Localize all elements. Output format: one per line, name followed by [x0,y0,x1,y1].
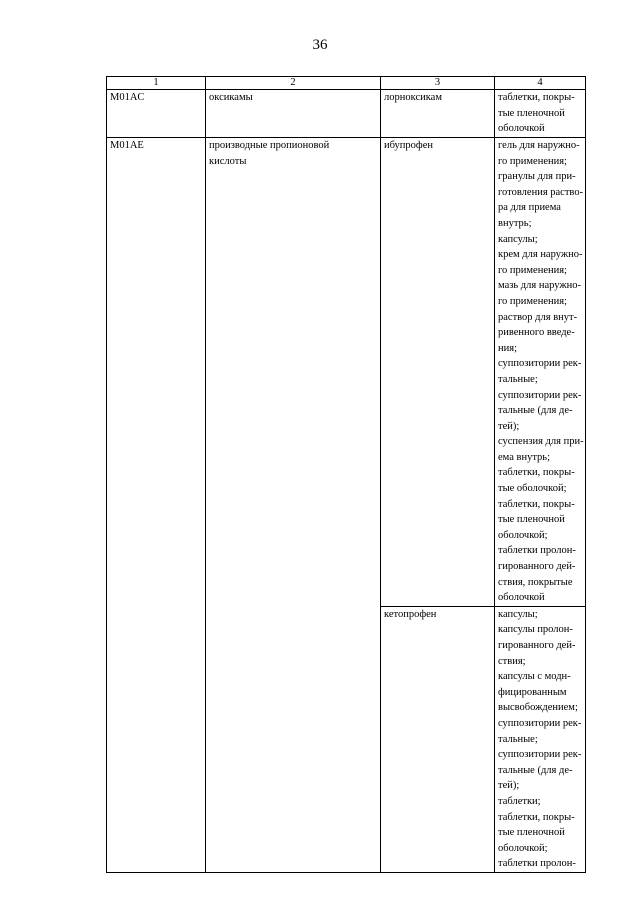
dosage-form-line: таблетки, покры- [498,811,575,823]
dosage-form-line: тые пленочной [498,827,565,839]
table-row [107,606,586,872]
dosage-form-line: суспензия для при- [498,436,584,448]
group-line: кислоты [209,155,247,167]
dosage-form-line: ствия, покрытые [498,576,573,588]
group-line: производные пропионовой [209,140,330,151]
dosage-form-line: мазь для наружно- [498,280,581,292]
dosage-form-line: таблетки пролон- [498,858,576,870]
dosage-form-line: тальные; [498,733,538,745]
dosage-form-line: тые пленочной [498,514,565,526]
dosage-form-line: тей); [498,780,520,792]
column-number-1: 1 [107,77,206,90]
dosage-form-line: внутрь; [498,217,532,229]
table-row [107,90,586,138]
pharmacological-group [206,138,381,607]
dosage-form-line: капсулы с модн- [498,671,571,683]
dosage-form-line: тальные (для де- [498,764,573,776]
dosage-form-line: го применения; [498,295,567,307]
page-number: 36 [312,37,328,53]
dosage-form-line: суппозитории рек- [498,749,582,761]
dosage-form-line: гранулы для при- [498,171,576,183]
substance-name: лорноксикам [381,90,495,138]
dosage-form-line: ривенного введе- [498,327,575,339]
dosage-form-line: го применения; [498,155,567,167]
dosage-form-line: тальные (для де- [498,405,573,417]
dosage-form-line: оболочкой [498,123,545,135]
dosage-form-line: фицированным [498,686,567,698]
dosage-form-line: го применения; [498,264,567,276]
dosage-form-line: капсулы; [498,608,538,620]
dosage-form-line: ема внутрь; [498,451,551,463]
dosage-form-line: таблетки пролон- [498,545,576,557]
dosage-form-line: высвобождением; [498,702,578,714]
dosage-form-line: таблетки; [498,795,541,807]
pharmacological-group [206,90,381,138]
dosage-form-line: ния; [498,342,517,354]
dosage-form-line: суппозитории рек- [498,717,582,729]
dosage-form-line: таблетки, покры- [498,498,575,510]
atc-code [107,606,206,872]
column-number-2: 2 [206,77,381,90]
atc-code: M01AE [107,138,206,607]
dosage-form-line: таблетки, покры- [498,467,575,479]
dosage-form-line: оболочкой [498,592,545,604]
group-line: оксикамы [209,92,253,103]
substance-name: кетопрофен [381,606,495,872]
pharmacological-group [206,606,381,872]
dosage-form-line: гель для наружно- [498,140,580,151]
dosage-forms [495,606,586,872]
dosage-form-line: оболочкой; [498,529,548,541]
dosage-form-line: тей); [498,420,520,432]
substance-name: ибупрофен [381,138,495,607]
dosage-form-line: капсулы пролон- [498,624,573,636]
table-row [107,138,586,607]
dosage-form-line: крем для наружно- [498,249,583,261]
dosage-form-line: оболочкой; [498,842,548,854]
dosage-form-line: тальные; [498,373,538,385]
column-number-4: 4 [495,77,586,90]
dosage-form-line: суппозитории рек- [498,389,582,401]
dosage-form-line: ствия; [498,655,526,667]
dosage-form-line: гированного дей- [498,561,576,573]
dosage-form-line: ра для приема [498,202,561,214]
dosage-form-line: таблетки, покры- [498,92,575,103]
dosage-forms [495,90,586,138]
column-number-3: 3 [381,77,495,90]
dosage-form-line: тые оболочкой; [498,483,567,495]
dosage-form-line: раствор для внут- [498,311,578,323]
atc-code: M01AC [107,90,206,138]
dosage-forms [495,138,586,607]
medication-table [106,76,586,873]
dosage-form-line: тые пленочной [498,107,565,119]
dosage-form-line: капсулы; [498,233,538,245]
dosage-form-line: гированного дей- [498,640,576,651]
dosage-form-line: суппозитории рек- [498,358,582,370]
dosage-form-line: готовления раство- [498,186,584,198]
table-header [107,77,586,90]
